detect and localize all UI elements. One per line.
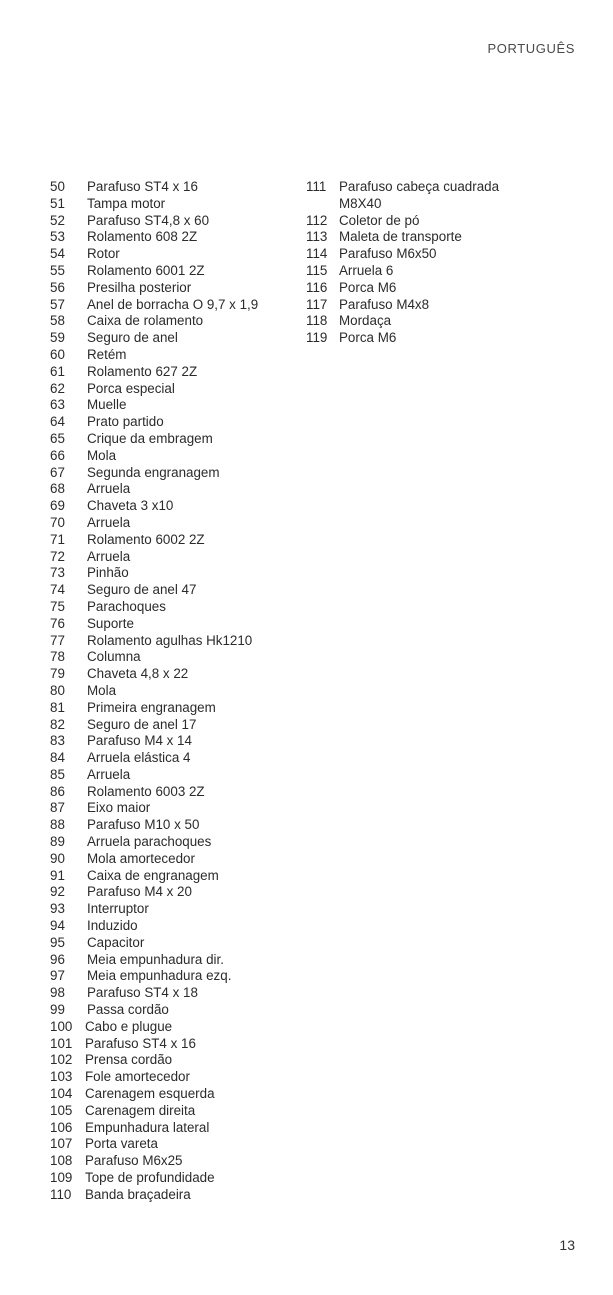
parts-list-item [50, 968, 300, 985]
parts-list-item [306, 179, 566, 196]
parts-list-item [50, 280, 300, 297]
part-number: 104 [50, 1086, 73, 1102]
parts-list-item [50, 498, 300, 515]
part-name: Passa cordão [87, 1002, 169, 1018]
part-number: 89 [50, 834, 65, 850]
parts-list-item [50, 263, 300, 280]
part-number: 58 [50, 313, 65, 329]
part-name: Cabo e plugue [85, 1018, 173, 1034]
parts-list-item [50, 616, 300, 633]
part-number: 51 [50, 195, 65, 211]
part-number: 67 [50, 464, 65, 480]
parts-list-item [50, 196, 300, 213]
part-number: 69 [50, 498, 65, 514]
parts-list-item [50, 717, 300, 734]
part-name: Mola [87, 447, 117, 463]
part-number: 54 [50, 246, 65, 262]
parts-list-item [50, 834, 300, 851]
part-name: Eixo maior [87, 800, 151, 816]
part-number: 103 [50, 1069, 73, 1085]
parts-list-item [50, 1036, 300, 1053]
parts-list-item [50, 532, 300, 549]
part-name: Mordaça [339, 313, 392, 329]
part-number: 66 [50, 447, 65, 463]
part-number: 118 [306, 313, 328, 329]
parts-list-item [50, 1153, 300, 1170]
part-name: Seguro de anel [87, 330, 178, 346]
part-number: 110 [50, 1186, 72, 1202]
part-name: Caixa de rolamento [87, 313, 204, 329]
part-number: 96 [50, 951, 65, 967]
parts-list-item [50, 1069, 300, 1086]
parts-list-item [50, 1103, 300, 1120]
part-name: Porca M6 [339, 279, 397, 295]
part-name: Seguro de anel 47 [87, 582, 197, 598]
part-number: 114 [306, 246, 328, 262]
part-name: Parafuso M4 x 20 [87, 884, 192, 900]
parts-list-left [50, 179, 300, 1204]
part-number: 101 [50, 1035, 73, 1051]
part-name: Carenagem esquerda [85, 1086, 215, 1102]
parts-list-item [50, 297, 300, 314]
parts-list-item [306, 297, 566, 314]
part-name: Banda braçadeira [85, 1186, 191, 1202]
part-name: Rolamento agulhas Hk1210 [87, 632, 253, 648]
parts-list-item [50, 985, 300, 1002]
parts-list-item [50, 313, 300, 330]
part-name: Rolamento 627 2Z [87, 363, 198, 379]
part-name: Presilha posterior [87, 279, 192, 295]
part-number: 53 [50, 229, 65, 245]
part-name: Crique da embragem [87, 430, 213, 446]
part-name: Columna [87, 649, 141, 665]
part-number: 70 [50, 514, 65, 530]
part-name-continuation: M8X40 [339, 195, 382, 211]
parts-list-item [50, 381, 300, 398]
part-name: Anel de borracha O 9,7 x 1,9 [87, 296, 259, 312]
part-name: Meia empunhadura ezq. [87, 968, 232, 984]
parts-list-item [50, 851, 300, 868]
part-number: 94 [50, 918, 65, 934]
part-name: Chaveta 4,8 x 22 [87, 666, 189, 682]
parts-list-item [50, 767, 300, 784]
part-name: Arruela [87, 766, 131, 782]
part-name: Pinhão [87, 565, 129, 581]
part-name: Tampa motor [87, 195, 166, 211]
part-number: 59 [50, 330, 65, 346]
parts-list-item [50, 649, 300, 666]
parts-list-item [50, 1136, 300, 1153]
part-number: 119 [306, 330, 328, 346]
part-number: 109 [50, 1170, 73, 1186]
part-name: Chaveta 3 x10 [87, 498, 174, 514]
part-number: 79 [50, 666, 65, 682]
part-number: 97 [50, 968, 65, 984]
part-number: 56 [50, 279, 65, 295]
part-name: Mola [87, 682, 117, 698]
part-name: Parafuso M4x8 [339, 296, 430, 312]
part-name: Interruptor [87, 901, 149, 917]
part-number: 91 [50, 867, 65, 883]
parts-list-item [50, 918, 300, 935]
parts-list-item [50, 246, 300, 263]
part-name: Meia empunhadura dir. [87, 951, 224, 967]
parts-list-item [50, 448, 300, 465]
parts-list-item [50, 330, 300, 347]
parts-list-item [50, 599, 300, 616]
part-number: 106 [50, 1119, 73, 1135]
part-number: 75 [50, 598, 65, 614]
part-number: 98 [50, 985, 65, 1001]
part-name: Retém [87, 346, 127, 362]
part-number: 50 [50, 179, 65, 194]
parts-list-item [50, 868, 300, 885]
part-name: Parafuso ST4 x 16 [85, 1035, 196, 1051]
part-number: 65 [50, 430, 65, 446]
part-name: Parafuso M6x50 [339, 246, 437, 262]
part-name: Arruela [87, 514, 131, 530]
part-number: 81 [50, 699, 65, 715]
part-name: Seguro de anel 17 [87, 716, 197, 732]
part-name: Rolamento 6003 2Z [87, 783, 205, 799]
part-number: 71 [50, 531, 65, 547]
part-name: Segunda engranagem [87, 464, 220, 480]
part-name: Coletor de pó [339, 212, 420, 228]
part-number: 112 [306, 212, 328, 228]
part-name: Rolamento 608 2Z [87, 229, 198, 245]
parts-list-item [50, 582, 300, 599]
part-number: 88 [50, 817, 65, 833]
parts-list-item [50, 700, 300, 717]
part-number: 64 [50, 414, 65, 430]
part-number: 115 [306, 262, 328, 278]
part-name: Parafuso ST4,8 x 60 [87, 212, 210, 228]
part-name: Parafuso M4 x 14 [87, 733, 192, 749]
part-number: 113 [306, 229, 328, 245]
part-name: Parafuso ST4 x 18 [87, 985, 198, 1001]
part-name: Parafuso ST4 x 16 [87, 179, 198, 194]
parts-list-item [50, 1187, 300, 1204]
part-number: 55 [50, 262, 65, 278]
parts-list-item [50, 666, 300, 683]
parts-list-item [50, 952, 300, 969]
part-name: Parafuso M6x25 [85, 1153, 183, 1169]
part-number: 63 [50, 397, 65, 413]
part-number: 74 [50, 582, 65, 598]
parts-list-item [50, 817, 300, 834]
part-number: 105 [50, 1102, 73, 1118]
part-name: Fole amortecedor [85, 1069, 190, 1085]
parts-list-item [50, 397, 300, 414]
page-number: 13 [559, 1237, 575, 1253]
parts-list-item [50, 481, 300, 498]
parts-list-item [306, 246, 566, 263]
part-number: 111 [306, 179, 327, 194]
part-number: 84 [50, 750, 65, 766]
part-number: 61 [50, 363, 65, 379]
part-name: Arruela parachoques [87, 834, 212, 850]
parts-list-item [306, 213, 566, 230]
parts-list-item [50, 784, 300, 801]
part-name: Rolamento 6002 2Z [87, 531, 205, 547]
part-number: 83 [50, 733, 65, 749]
part-name: Rolamento 6001 2Z [87, 262, 205, 278]
part-number: 76 [50, 615, 65, 631]
parts-list-item [50, 1019, 300, 1036]
part-number: 52 [50, 212, 65, 228]
part-name: Tope de profundidade [85, 1170, 215, 1186]
parts-list-item [50, 213, 300, 230]
parts-list-right [306, 179, 566, 347]
part-number: 62 [50, 380, 65, 396]
part-number: 92 [50, 884, 65, 900]
parts-list-item [50, 935, 300, 952]
parts-list-item [50, 800, 300, 817]
part-name: Arruela [87, 548, 131, 564]
part-number: 82 [50, 716, 65, 732]
parts-list-item [306, 330, 566, 347]
part-name: Porca especial [87, 380, 175, 396]
parts-list-item [50, 364, 300, 381]
part-number: 95 [50, 934, 65, 950]
part-number: 102 [50, 1052, 73, 1068]
parts-list-item [50, 1086, 300, 1103]
parts-list-item [50, 901, 300, 918]
part-name: Maleta de transporte [339, 229, 462, 245]
part-name: Capacitor [87, 934, 145, 950]
parts-list-item [50, 633, 300, 650]
language-label: PORTUGUÊS [487, 41, 575, 56]
part-name: Prensa cordão [85, 1052, 173, 1068]
part-number: 80 [50, 682, 65, 698]
parts-list-item [306, 229, 566, 246]
part-number: 78 [50, 649, 65, 665]
part-name: Arruela 6 [339, 262, 394, 278]
parts-list-item [50, 884, 300, 901]
parts-list-item [50, 347, 300, 364]
part-name: Caixa de engranagem [87, 867, 219, 883]
part-number: 108 [50, 1153, 73, 1169]
part-name: Muelle [87, 397, 127, 413]
part-name: Prato partido [87, 414, 164, 430]
part-name: Carenagem direita [85, 1102, 196, 1118]
parts-list-item [50, 229, 300, 246]
parts-list-item [50, 565, 300, 582]
parts-list-item [50, 1002, 300, 1019]
parts-list-item [50, 683, 300, 700]
part-number: 90 [50, 850, 65, 866]
part-name: Parachoques [87, 598, 166, 614]
part-number: 57 [50, 296, 65, 312]
part-name: Induzido [87, 918, 138, 934]
part-number: 87 [50, 800, 65, 816]
part-number: 68 [50, 481, 65, 497]
part-number: 60 [50, 346, 65, 362]
parts-list-item [50, 1170, 300, 1187]
part-number: 85 [50, 766, 65, 782]
part-number: 77 [50, 632, 65, 648]
part-name: Porca M6 [339, 330, 397, 346]
part-name: Arruela elástica 4 [87, 750, 191, 766]
parts-list-item [50, 179, 300, 196]
part-name: Suporte [87, 615, 134, 631]
part-name: Parafuso cabeça cuadrada [339, 179, 500, 194]
parts-list-item [50, 414, 300, 431]
parts-list-item [50, 515, 300, 532]
parts-list-item [50, 750, 300, 767]
part-name: Mola amortecedor [87, 850, 195, 866]
part-number: 117 [306, 296, 328, 312]
part-number: 93 [50, 901, 65, 917]
part-number: 86 [50, 783, 65, 799]
parts-list-item [50, 549, 300, 566]
part-number: 72 [50, 548, 65, 564]
part-number: 116 [306, 279, 328, 295]
part-number: 99 [50, 1002, 65, 1018]
part-name: Arruela [87, 481, 131, 497]
parts-list-item [50, 733, 300, 750]
parts-list-item [50, 431, 300, 448]
parts-list-item [306, 263, 566, 280]
parts-list-item [50, 1120, 300, 1137]
part-number: 107 [50, 1136, 73, 1152]
parts-list-item [50, 465, 300, 482]
part-name: Primeira engranagem [87, 699, 216, 715]
part-number: 100 [50, 1018, 73, 1034]
part-number: 73 [50, 565, 65, 581]
part-name: Rotor [87, 246, 120, 262]
parts-list-item [306, 280, 566, 297]
part-name: Porta vareta [85, 1136, 158, 1152]
part-name: Parafuso M10 x 50 [87, 817, 200, 833]
part-name: Empunhadura lateral [85, 1119, 210, 1135]
parts-list-item [306, 313, 566, 330]
parts-list-item [50, 1052, 300, 1069]
